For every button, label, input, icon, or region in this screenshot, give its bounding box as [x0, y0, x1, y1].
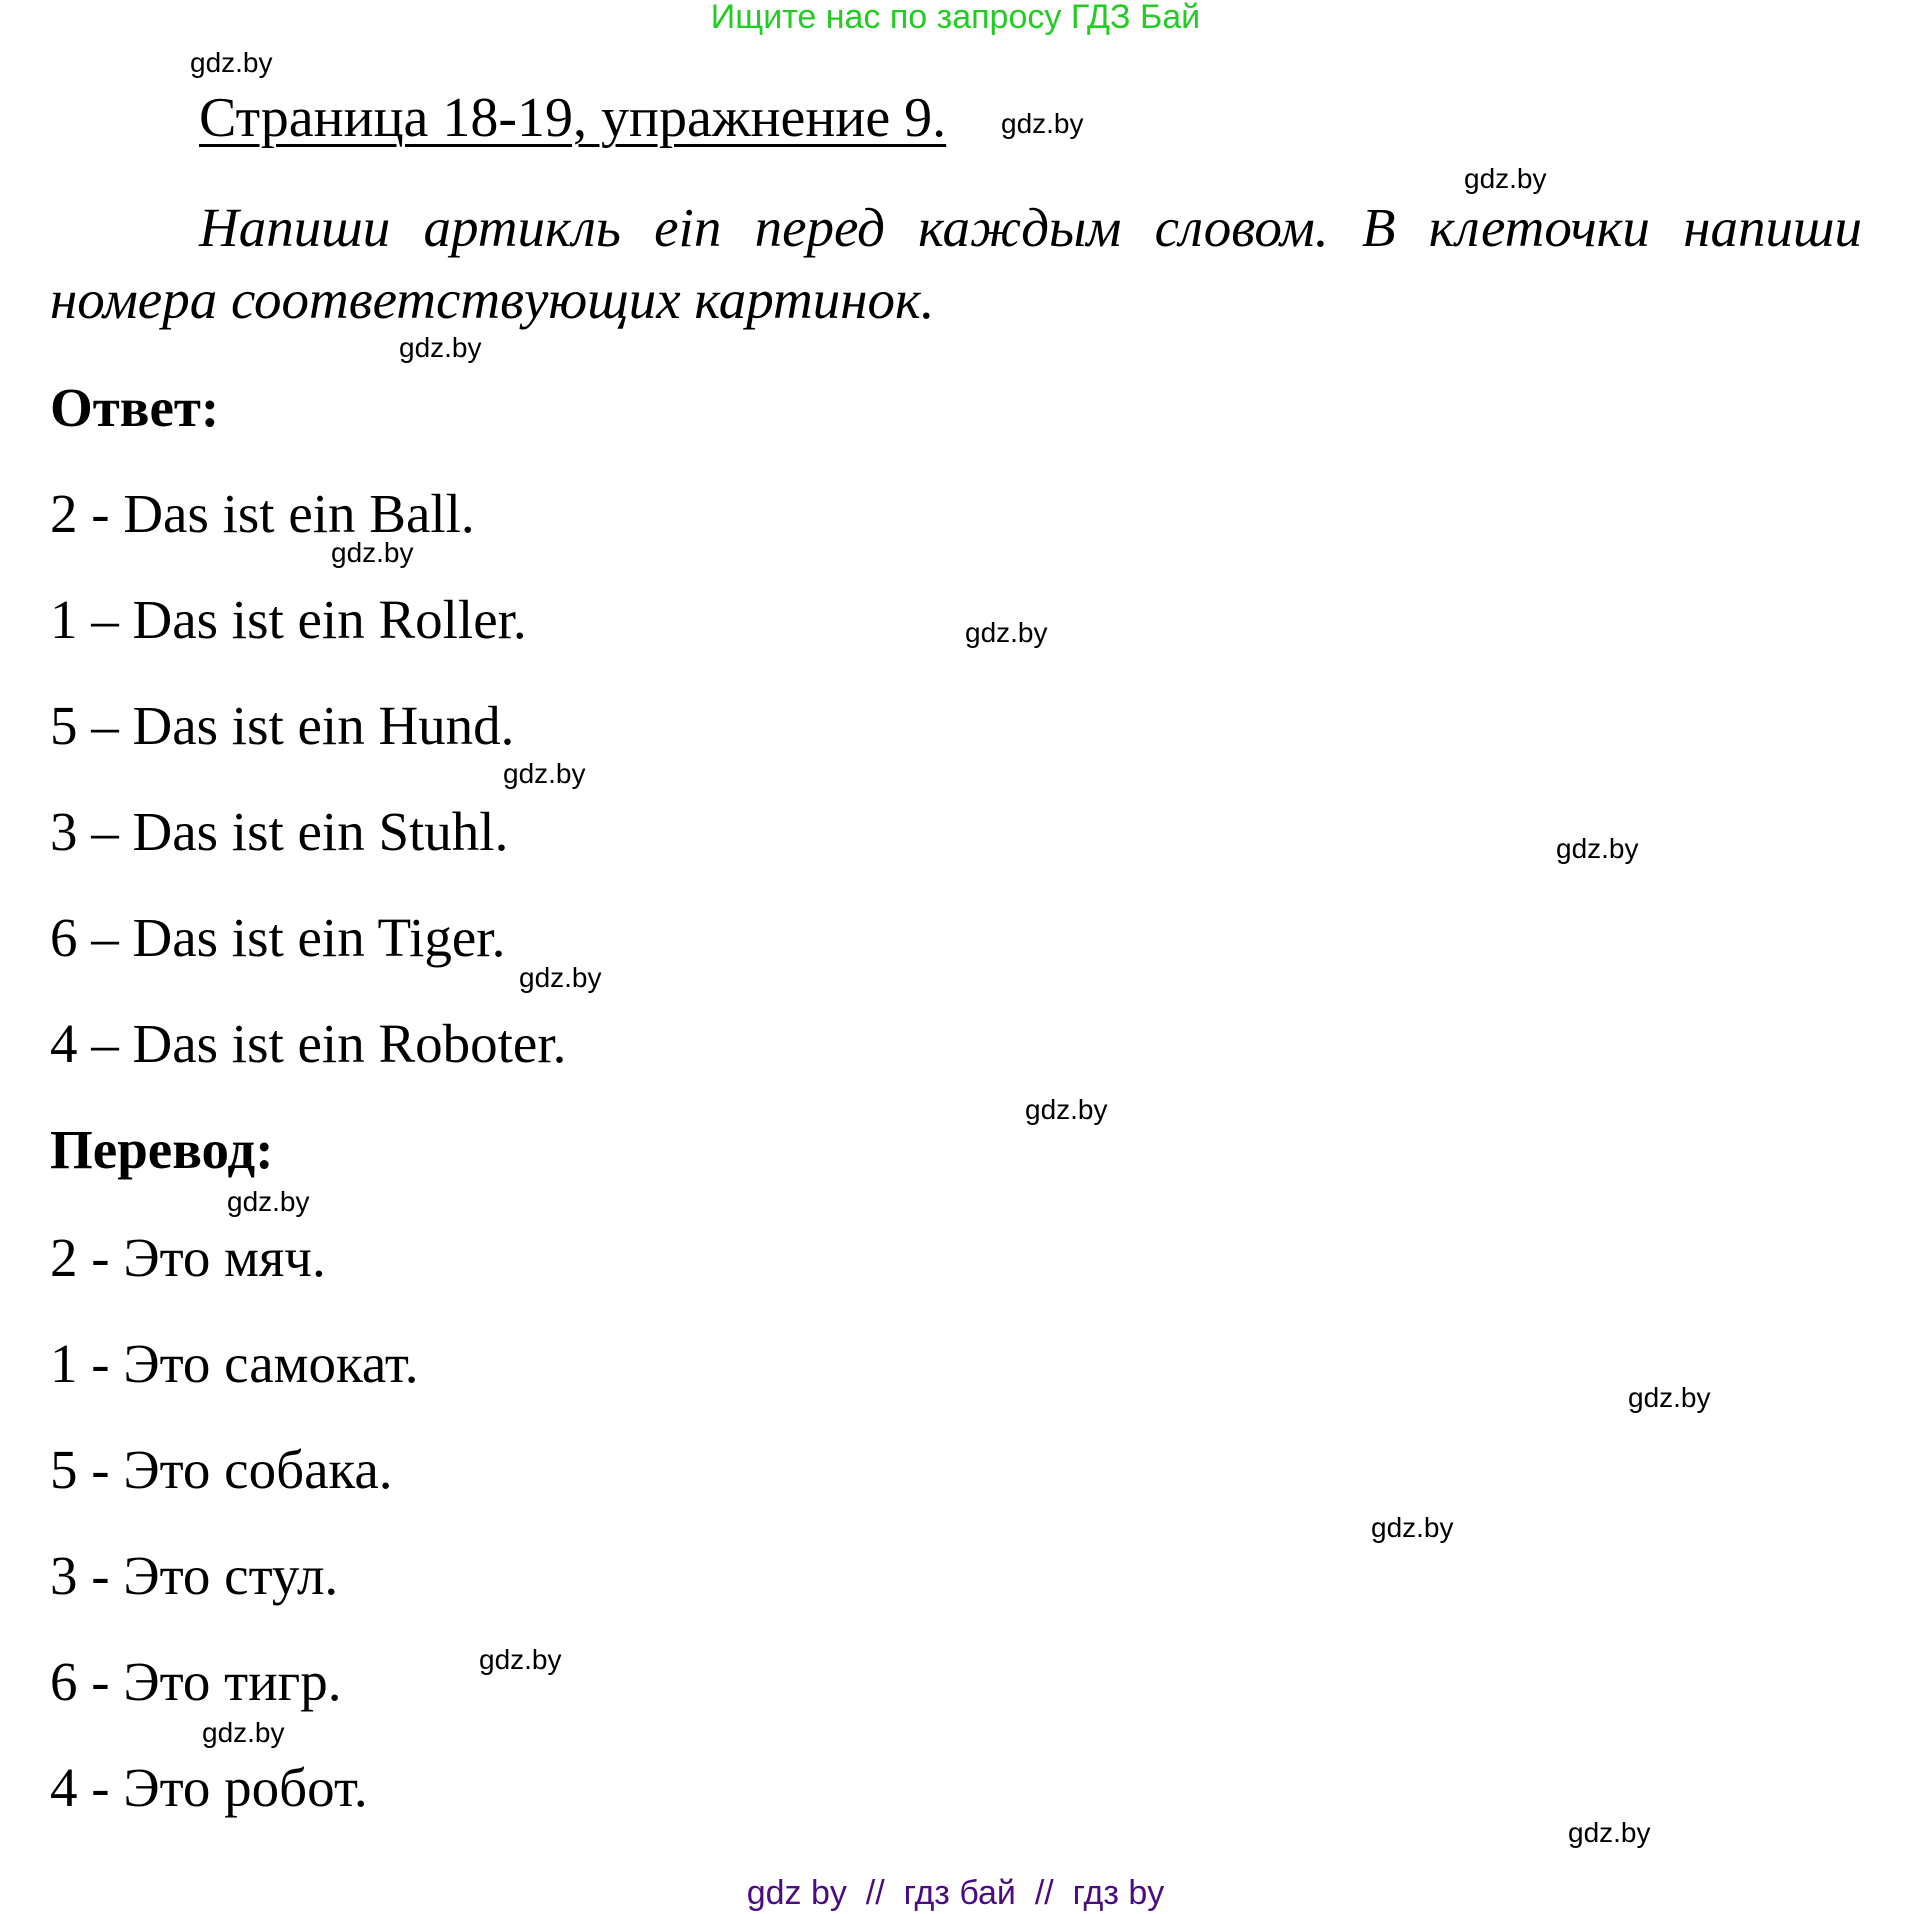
- answer-heading: Ответ:: [50, 377, 220, 438]
- translation-line: 3 - Это стул.: [50, 1545, 339, 1606]
- watermark: gdz.by: [227, 1186, 310, 1217]
- watermark: gdz.by: [1556, 833, 1639, 864]
- watermark: gdz.by: [202, 1717, 285, 1748]
- watermark: gdz.by: [1001, 108, 1084, 139]
- translation-line: 6 - Это тигр.: [50, 1651, 342, 1712]
- task-instruction: Напиши артикль ein перед каждым словом. В клеточки напиши номера соответствующих картинок.: [50, 197, 1862, 330]
- answer-line: 5 – Das ist ein Hund.: [50, 695, 515, 756]
- watermark: gdz.by: [190, 47, 273, 78]
- footer-links[interactable]: gdz by // гдз бай // гдз by: [746, 1874, 1165, 1912]
- answer-line: 6 – Das ist ein Tiger.: [50, 907, 506, 968]
- watermark: gdz.by: [479, 1644, 562, 1675]
- watermark: gdz.by: [331, 537, 414, 568]
- promo-banner[interactable]: Ищите нас по запросу ГДЗ Бай: [710, 0, 1201, 36]
- answer-line: 4 – Das ist ein Roboter.: [50, 1013, 567, 1074]
- page-title: Страница 18-19, упражнение 9.: [199, 87, 947, 149]
- watermark: gdz.by: [399, 332, 482, 363]
- watermark: gdz.by: [965, 617, 1048, 648]
- watermark: gdz.by: [1464, 163, 1547, 194]
- watermark: gdz.by: [1025, 1094, 1108, 1125]
- answer-line: 2 - Das ist ein Ball.: [50, 483, 475, 544]
- watermark: gdz.by: [1568, 1817, 1651, 1848]
- translation-line: 4 - Это робот.: [50, 1757, 368, 1818]
- watermark: gdz.by: [1371, 1512, 1454, 1543]
- translation-line: 5 - Это собака.: [50, 1439, 393, 1500]
- translation-heading: Перевод:: [50, 1119, 274, 1180]
- answer-line: 1 – Das ist ein Roller.: [50, 589, 527, 650]
- translation-line: 1 - Это самокат.: [50, 1333, 419, 1394]
- watermark: gdz.by: [503, 758, 586, 789]
- answer-line: 3 – Das ist ein Stuhl.: [50, 801, 509, 862]
- watermark: gdz.by: [1628, 1382, 1711, 1413]
- watermark: gdz.by: [519, 962, 602, 993]
- translation-line: 2 - Это мяч.: [50, 1227, 326, 1288]
